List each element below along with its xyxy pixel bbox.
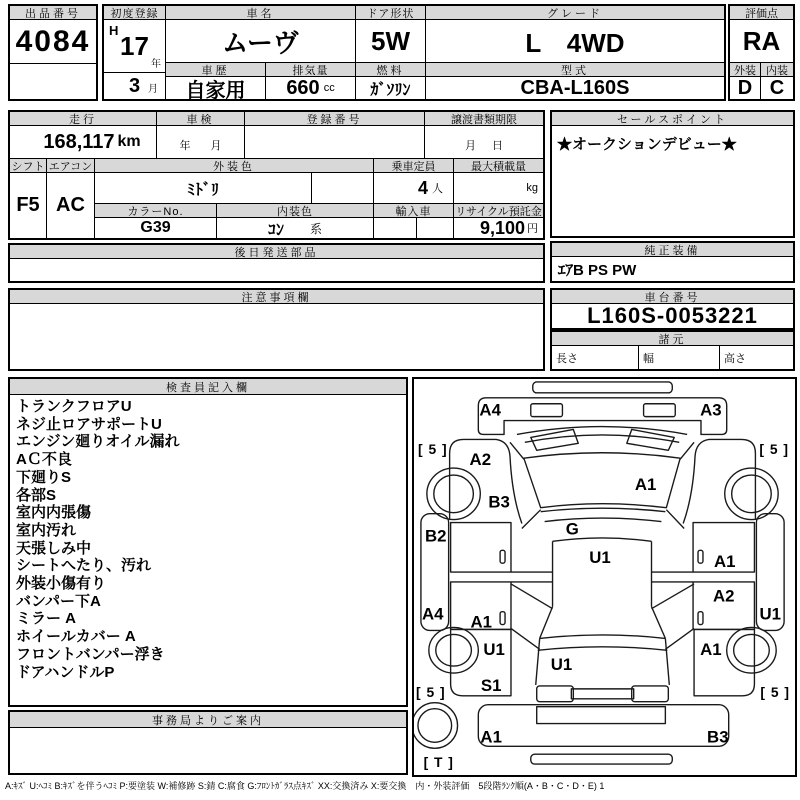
score-box	[728, 4, 795, 101]
mileage-value: 168,117	[43, 130, 115, 153]
shaken-year: 年	[179, 140, 191, 152]
first-reg-cell	[104, 20, 166, 99]
car-name-label: 車名	[166, 6, 356, 20]
intcolor-value-cell	[217, 218, 374, 238]
inspector-box	[8, 377, 408, 707]
recycle-label: リサイクル預託金	[455, 205, 542, 218]
ext-value: D	[730, 77, 761, 99]
damage-label: A4	[422, 604, 444, 624]
first-reg-month: 3	[128, 74, 141, 97]
inspector-note: АＣ不良	[16, 451, 72, 469]
spec-length: 長さ	[552, 346, 639, 369]
spec-width: 幅	[639, 346, 720, 369]
colorno-label: カラーNo.	[95, 204, 217, 218]
inspector-note: バンパー下A	[16, 592, 101, 610]
inspector-note: エンジン廻りオイル漏れ	[16, 433, 180, 451]
top-table	[102, 4, 726, 101]
first-reg-era: H	[109, 23, 119, 38]
ext-label: 外装	[730, 63, 761, 77]
disp-unit: cc	[323, 82, 335, 94]
damage-label: [ 5 ]	[418, 441, 448, 458]
inspector-note: 室内汚れ	[16, 521, 77, 539]
capacity-value: 4	[417, 177, 428, 198]
equipment-box	[550, 241, 795, 283]
chassis-label: 車台番号	[552, 290, 793, 304]
maxload-label: 最大積載量	[454, 159, 543, 173]
inspector-note: ネジ止ロアサポートU	[16, 415, 162, 433]
damage-label: A1	[470, 612, 493, 632]
shaken-label: 車検	[157, 112, 245, 126]
damage-label: [ 5 ]	[759, 441, 789, 458]
inspector-note: 室内内張傷	[16, 504, 92, 522]
specs-box	[550, 330, 795, 371]
recycle-value: 9,100	[479, 218, 525, 238]
lot-label: 出品番号	[10, 6, 96, 20]
inspector-note: ホイールカバー A	[16, 628, 136, 646]
damage-label: A3	[700, 400, 722, 420]
damage-label: U1	[759, 604, 782, 624]
inspector-note: ミラー A	[16, 610, 77, 628]
capacity-label: 乗車定員	[374, 159, 454, 173]
damage-label: A2	[713, 586, 735, 606]
recycle-unit: 円	[527, 223, 538, 235]
lot-empty	[10, 64, 96, 99]
damage-label: B2	[425, 526, 447, 546]
extcolor-value: ﾐﾄﾞﾘ	[95, 173, 312, 204]
extcolor-empty	[312, 173, 374, 204]
grade-value: L 4WD	[426, 20, 724, 63]
inspector-note: 各部S	[16, 486, 57, 504]
capacity-value-cell	[374, 173, 454, 204]
intcolor-label: 内装色	[217, 204, 374, 218]
inspector-label: 検査員記入欄	[10, 379, 406, 395]
history-value: 自家用	[166, 77, 266, 99]
regno-value	[245, 126, 425, 159]
score-label: 評価点	[730, 6, 793, 20]
first-reg-year-unit: 年	[151, 59, 161, 70]
mid-table	[8, 110, 545, 240]
int-label: 内装	[761, 63, 793, 77]
transfer-month: 月	[465, 140, 476, 152]
caution-box	[8, 288, 545, 371]
car-name-value: ムーヴ	[166, 20, 356, 63]
first-reg-month-unit: 月	[148, 84, 158, 95]
model-label: 型式	[426, 63, 724, 77]
import-value-1	[374, 218, 417, 238]
inspector-note: シートへたり、汚れ	[16, 557, 152, 575]
intcolor-value: ｺﾝ	[267, 221, 284, 238]
ac-label: エアコン	[47, 159, 95, 173]
colorno-value: G39	[95, 218, 217, 238]
office-value	[10, 728, 406, 773]
shift-value: F5	[10, 173, 47, 238]
mileage-label: 走行	[10, 112, 157, 126]
inspector-note: 天張しみ中	[16, 539, 92, 557]
door-label: ドア形状	[356, 6, 426, 20]
ac-value: AC	[47, 173, 95, 238]
grade-label: グレード	[426, 6, 724, 20]
import-value-2	[417, 218, 454, 238]
chassis-box	[550, 288, 795, 330]
inspector-note: ドアハンドルP	[16, 663, 115, 681]
chassis-value: L160S-0053221	[587, 304, 758, 328]
damage-label: A1	[700, 640, 722, 660]
import-label: 輸入車	[374, 204, 454, 218]
specs-label: 諸元	[552, 332, 793, 346]
history-label: 車歴	[166, 63, 266, 77]
recycle-value-cell	[454, 218, 543, 238]
disp-value: 660	[286, 77, 320, 99]
later-parts-box	[8, 243, 545, 283]
damage-label: B3	[488, 492, 510, 512]
spec-height: 高さ	[724, 352, 746, 365]
transfer-value-cell	[425, 126, 543, 159]
damage-label: A1	[634, 474, 657, 494]
fuel-value: ｶﾞｿﾘﾝ	[356, 77, 426, 99]
inspector-note: フロントバンパー浮き	[16, 645, 165, 663]
damage-diagram-box	[412, 377, 797, 777]
damage-label: B3	[707, 727, 729, 747]
caution-label: 注意事項欄	[10, 290, 543, 304]
int-value: C	[769, 77, 785, 99]
damage-label: A2	[469, 450, 492, 470]
damage-label: U1	[589, 548, 611, 568]
model-value: CBA-L160S	[520, 77, 630, 99]
shaken-value-cell	[157, 126, 245, 159]
score-value: RA	[730, 20, 793, 63]
inspector-note: 下廻りS	[16, 468, 72, 486]
disp-value-cell	[266, 77, 356, 99]
extcolor-label: 外装色	[95, 159, 374, 173]
regno-label: 登録番号	[245, 112, 425, 126]
sales-point-box	[550, 110, 795, 238]
transfer-day: 日	[492, 140, 503, 152]
damage-label: [ T ]	[423, 754, 454, 771]
shift-label: シフト	[10, 159, 47, 173]
lot-box	[8, 4, 98, 101]
maxload-unit: kg	[526, 182, 538, 194]
mileage-unit: km	[117, 133, 141, 150]
damage-label: A1	[480, 727, 502, 747]
disp-label: 排気量	[266, 63, 356, 77]
damage-label: S1	[480, 675, 502, 695]
damage-label: A1	[713, 552, 736, 572]
inspector-notes-list	[10, 395, 406, 705]
damage-label: [ 5 ]	[760, 683, 790, 700]
equipment-value: ｴｱB PS PW	[558, 261, 637, 279]
office-label: 事務局よりご案内	[10, 712, 406, 728]
later-parts-value	[10, 259, 543, 281]
first-reg-year: 17	[120, 30, 149, 61]
intcolor-suffix: 系	[310, 221, 323, 236]
lot-number: 4084	[10, 20, 96, 64]
first-reg-label: 初度登録	[104, 6, 166, 20]
transfer-label: 譲渡書類期限	[425, 112, 543, 126]
inspector-note: 外装小傷有り	[16, 575, 107, 593]
legend-text: A:ｷｽﾞ U:ﾍｺﾐ B:ｷｽﾞを伴うﾍｺﾐ P:要塗装 W:補修跡 S:錆 C:腐食 G:ﾌﾛﾝﾄｶﾞﾗｽ点ｷｽﾞ XX:交換済み X:要交換 内・外装評価 5段階ﾗﾝｸ順(A・B・C・D・E) 1	[5, 781, 605, 791]
damage-label: [ 5 ]	[416, 683, 446, 700]
damage-label: U1	[483, 640, 505, 660]
sales-point-label: セールスポイント	[552, 112, 793, 126]
equipment-label: 純正装備	[552, 243, 793, 257]
mileage-value-cell	[10, 126, 157, 159]
later-parts-label: 後日発送部品	[10, 245, 543, 259]
damage-label: G	[565, 519, 579, 539]
inspector-note: トランクフロアU	[16, 398, 132, 415]
caution-value	[10, 304, 543, 369]
fuel-label: 燃料	[356, 63, 426, 77]
sales-point-value: ★オークションデビュー★	[557, 136, 737, 153]
shaken-month: 月	[210, 140, 222, 152]
door-value: 5W	[356, 20, 426, 63]
damage-label: U1	[550, 655, 573, 675]
car-damage-diagram	[414, 379, 795, 775]
damage-label: A4	[479, 400, 501, 420]
maxload-value-cell	[454, 173, 543, 204]
office-box	[8, 710, 408, 775]
car-outline	[414, 382, 784, 764]
capacity-unit: 人	[432, 183, 443, 195]
